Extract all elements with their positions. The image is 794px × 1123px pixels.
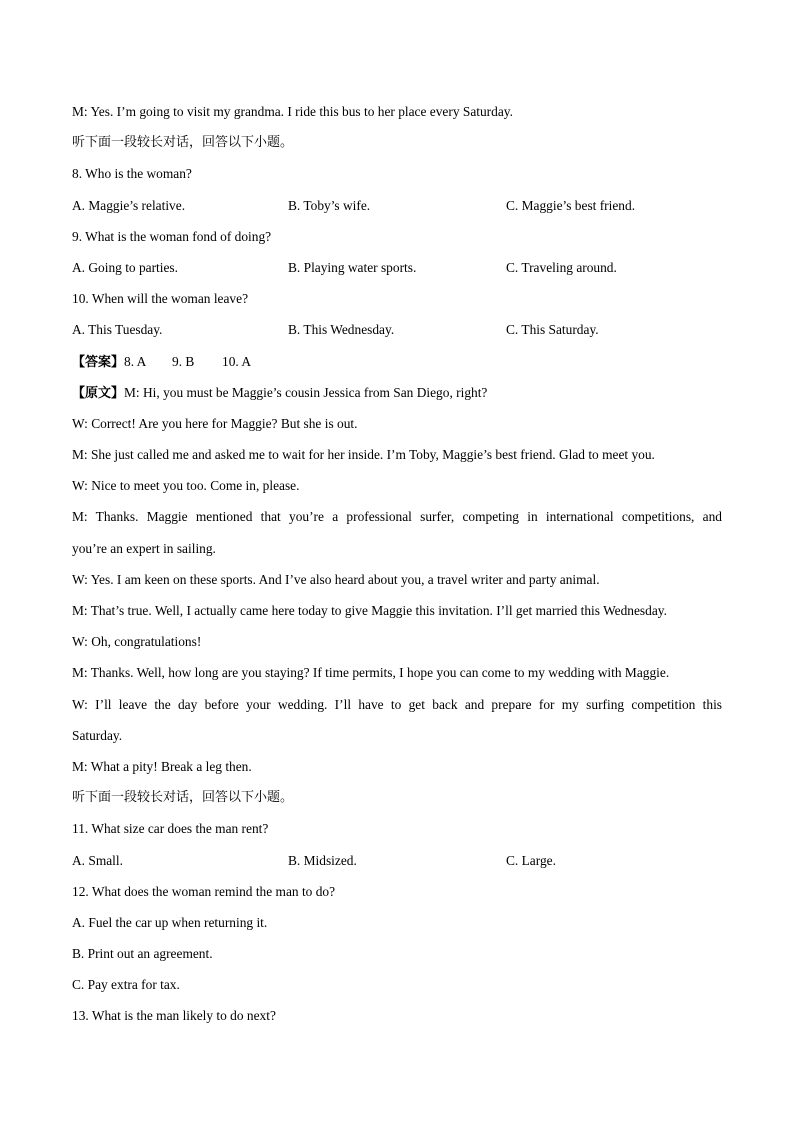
option-b: B. This Wednesday. — [288, 322, 395, 338]
section-instruction: 听下面一段较长对话，回答以下小题。 — [72, 135, 294, 151]
option-c: C. Pay extra for tax. — [72, 977, 180, 993]
transcript-text: M: Hi, you must be Maggie’s cousin Jessica from San Diego, right? — [124, 384, 488, 400]
transcript-line: W: Correct! Are you here for Maggie? But she is out. — [72, 415, 358, 431]
transcript-tag: 【原文】 — [72, 385, 125, 401]
question-13: 13. What is the man likely to do next? — [72, 1008, 276, 1024]
transcript-line: W: Nice to meet you too. Come in, please. — [72, 478, 300, 494]
option-c: C. This Saturday. — [506, 322, 599, 338]
option-b: B. Toby’s wife. — [288, 197, 371, 213]
options-9 — [72, 256, 722, 287]
transcript-line: you’re an expert in sailing. — [72, 540, 216, 556]
option-c: C. Maggie’s best friend. — [506, 197, 636, 213]
answer-tag: 【答案】 — [72, 354, 125, 370]
question-12: 12. What does the woman remind the man to do? — [72, 883, 336, 899]
transcript-line: Saturday. — [72, 727, 123, 743]
options-10 — [72, 318, 722, 349]
question-10: 10. When will the woman leave? — [72, 291, 249, 307]
transcript-line — [72, 381, 722, 412]
option-b: B. Midsized. — [288, 852, 357, 868]
section-instruction: 听下面一段较长对话，回答以下小题。 — [72, 790, 294, 806]
transcript-line: M: Thanks. Well, how long are you staying? If time permits, I hope you can come to my wedding with Maggie. — [72, 665, 670, 681]
answer-8: 8. A — [124, 353, 147, 369]
document-page — [72, 100, 722, 1036]
question-8: 8. Who is the woman? — [72, 166, 192, 182]
dialogue-line: M: Yes. I’m going to visit my grandma. I ride this bus to her place every Saturday. — [72, 104, 513, 119]
transcript-line: M: Thanks. Maggie mentioned that you’re a professional surfer, competing in international competitions, and — [72, 509, 722, 525]
option-c: C. Traveling around. — [506, 259, 617, 275]
option-b: B. Print out an agreement. — [72, 946, 213, 962]
option-a: A. This Tuesday. — [72, 322, 163, 338]
transcript-line: M: That’s true. Well, I actually came here today to give Maggie this invitation. I’ll get married this Wednesday. — [72, 603, 667, 618]
answer-line — [72, 350, 722, 381]
transcript-line: M: What a pity! Break a leg then. — [72, 758, 252, 774]
answer-9: 9. B — [172, 353, 195, 369]
option-c: C. Large. — [506, 852, 556, 868]
transcript-line: W: I’ll leave the day before your wedding. I’ll have to get back and prepare for my surfing competition this — [72, 696, 722, 712]
transcript-line: W: Oh, congratulations! — [72, 634, 202, 650]
option-a: A. Small. — [72, 852, 123, 868]
answer-10: 10. A — [222, 353, 252, 369]
transcript-line: W: Yes. I am keen on these sports. And I’ve also heard about you, a travel writer and party animal. — [72, 571, 600, 587]
options-8 — [72, 194, 722, 225]
option-a: A. Maggie’s relative. — [72, 197, 186, 213]
option-a: A. Going to parties. — [72, 259, 178, 275]
question-11: 11. What size car does the man rent? — [72, 821, 269, 837]
option-b: B. Playing water sports. — [288, 259, 417, 275]
options-11 — [72, 849, 722, 880]
question-9: 9. What is the woman fond of doing? — [72, 228, 272, 244]
transcript-line: M: She just called me and asked me to wait for her inside. I’m Toby, Maggie’s best friend. Glad to meet you. — [72, 447, 655, 463]
option-a: A. Fuel the car up when returning it. — [72, 914, 268, 930]
